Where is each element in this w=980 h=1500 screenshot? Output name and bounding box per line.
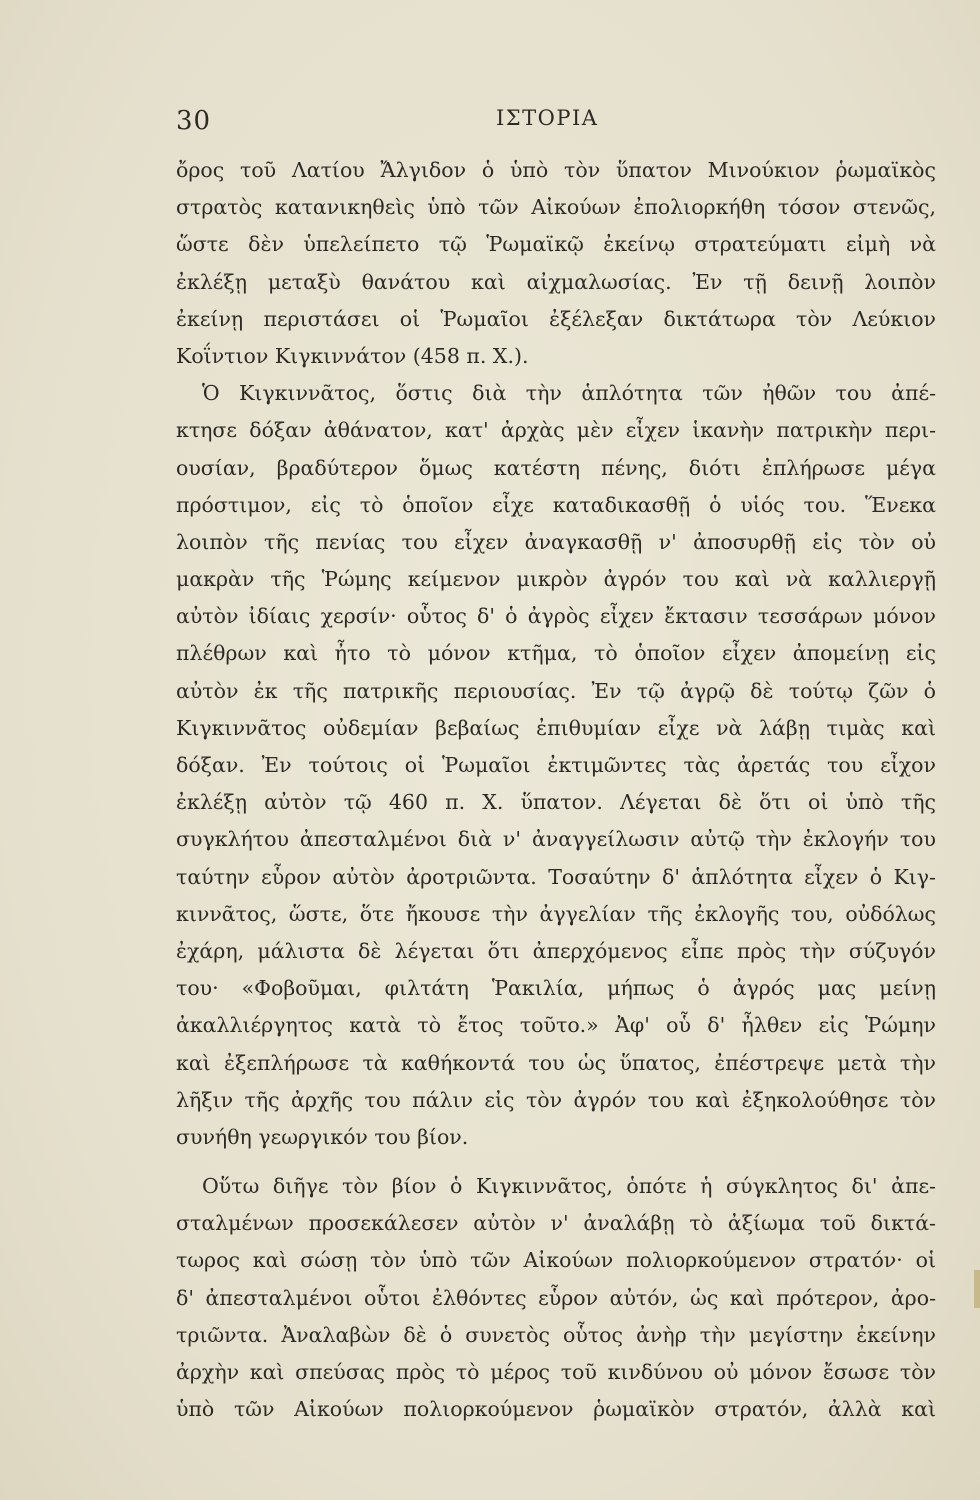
- page-number: 30: [176, 106, 212, 136]
- text-line: τριῶντα. Ἀναλαβὼν δὲ ὁ συνετὸς οὗτος ἀνὴρ τὴν μεγίστην ἐκείνην: [176, 1322, 936, 1347]
- text-line: ὥστε δὲν ὑπελείπετο τῷ Ῥωμαϊκῷ ἐκείνῳ στρατεύματι εἰμὴ νὰ: [176, 232, 936, 257]
- paragraph-3: [176, 1168, 936, 1428]
- text-line: στρατὸς κατανικηθεὶς ὑπὸ τῶν Αἰκούων ἐπολιορκήθη τόσον στενῶς,: [176, 195, 936, 220]
- text-line: δόξαν. Ἐν τούτοις οἱ Ῥωμαῖοι ἐκτιμῶντες τὰς ἀρετάς του εἶχον: [176, 753, 936, 777]
- text-line: πρόστιμον, εἰς τὸ ὁποῖον εἶχε καταδικασθῇ ὁ υἱός του. Ἕνεκα: [176, 492, 936, 517]
- text-line: συνήθη γεωργικόν του βίον.: [176, 1124, 469, 1149]
- text-line: Ὁ Κιγκιννᾶτος, ὅστις διὰ τὴν ἁπλότητα τῶν ἠθῶν του ἀπέ-: [202, 381, 936, 406]
- text-line: Κοΐντιον Κιγκιννάτον (458 π. Χ.).: [176, 343, 529, 368]
- text-line: ὄρος τοῦ Λατίου Ἄλγιδον ὁ ὑπὸ τὸν ὕπατον Μινούκιον ῥωμαϊκὸς: [176, 158, 936, 182]
- text-line: συγκλήτου ἀπεσταλμένοι διὰ ν' ἀναγγείλωσιν αὐτῷ τὴν ἐκλογήν του: [176, 827, 936, 852]
- paragraph-2: [176, 375, 936, 1156]
- text-line: σταλμένων προσεκάλεσεν αὐτὸν ν' ἀναλάβῃ τὸ ἀξίωμα τοῦ δικτά-: [176, 1211, 936, 1236]
- text-line: κιννᾶτος, ὥστε, ὅτε ἤκουσε τὴν ἀγγελίαν τῆς ἐκλογῆς του, οὐδόλως: [176, 901, 936, 926]
- text-line: καὶ ἐξεπλήρωσε τὰ καθήκοντά του ὡς ὕπατος, ἐπέστρεψε μετὰ τὴν: [176, 1050, 936, 1075]
- text-line: ουσίαν, βραδύτερον ὅμως κατέστη πένης, διότι ἐπλήρωσε μέγα: [176, 455, 936, 480]
- text-line: κτησε δόξαν ἀθάνατον, κατ' ἀρχὰς μὲν εἶχεν ἱκανὴν πατρικὴν περι-: [176, 418, 936, 443]
- text-line: του· «Φοβοῦμαι, φιλτάτη Ῥακιλία, μήπως ὁ ἀγρός μας μείνῃ: [176, 976, 936, 1001]
- text-line: Οὕτω διῆγε τὸν βίον ὁ Κιγκιννᾶτος, ὁπότε ἡ σύγκλητος δι' ἀπε-: [202, 1174, 936, 1199]
- text-line: αὐτὸν ἰδίαις χερσίν· οὗτος δ' ὁ ἀγρὸς εἶχεν ἔκτασιν τεσσάρων μόνον: [176, 604, 936, 629]
- text-line: ὑπὸ τῶν Αἰκούων πολιορκούμενον ῥωμαϊκὸν στρατόν, ἀλλὰ καὶ: [176, 1397, 936, 1422]
- text-line: αὐτὸν ἐκ τῆς πατρικῆς περιουσίας. Ἐν τῷ ἀγρῷ δὲ τούτῳ ζῶν ὁ: [176, 678, 936, 703]
- body-text: [176, 152, 936, 1428]
- page-header: [176, 98, 936, 138]
- paragraph-1: [176, 152, 936, 375]
- text-line: δ' ἀπεσταλμένοι οὗτοι ἐλθόντες εὗρον αὐτόν, ὡς καὶ πρότερον, ἀρο-: [176, 1285, 936, 1310]
- text-line: ἀκαλλιέργητος κατὰ τὸ ἔτος τοῦτο.» Ἀφ' οὗ δ' ἦλθεν εἰς Ῥώμην: [176, 1013, 936, 1038]
- text-line: ἐχάρη, μάλιστα δὲ λέγεται ὅτι ἀπερχόμενος εἶπε πρὸς τὴν σύζυγόν: [176, 938, 936, 963]
- text-line: μακρὰν τῆς Ῥώμης κείμενον μικρὸν ἀγρόν του καὶ νὰ καλλιεργῇ: [176, 567, 936, 592]
- text-line: ταύτην εὗρον αὐτὸν ἀροτριῶντα. Τοσαύτην δ' ἁπλότητα εἶχεν ὁ Κιγ-: [176, 864, 936, 889]
- paragraph-spacer: [176, 1156, 936, 1168]
- text-line: ἐκλέξῃ αὐτὸν τῷ 460 π. Χ. ὕπατον. Λέγεται δὲ ὅτι οἱ ὑπὸ τῆς: [176, 790, 936, 815]
- text-line: τωρος καὶ σώσῃ τὸν ὑπὸ τῶν Αἰκούων πολιορκούμενον στρατόν· οἱ: [176, 1248, 936, 1273]
- page-edge-tab: [974, 1270, 980, 1308]
- text-line: Κιγκιννᾶτος οὐδεμίαν βεβαίως ἐπιθυμίαν εἶχε νὰ λάβῃ τιμὰς καὶ: [176, 715, 936, 740]
- text-line: λοιπὸν τῆς πενίας του εἶχεν ἀναγκασθῇ ν' ἀποσυρθῇ εἰς τὸν οὐ: [176, 529, 936, 554]
- text-line: ἐκείνῃ περιστάσει οἱ Ῥωμαῖοι ἐξέλεξαν δικτάτωρα τὸν Λεύκιον: [176, 306, 936, 331]
- text-line: λῆξιν τῆς ἀρχῆς του πάλιν εἰς τὸν ἀγρόν του καὶ ἐξηκολούθησε τὸν: [176, 1087, 936, 1112]
- text-line: ἀρχὴν καὶ σπεύσας πρὸς τὸ μέρος τοῦ κινδύνου οὐ μόνον ἔσωσε τὸν: [176, 1360, 936, 1384]
- text-line: ἐκλέξῃ μεταξὺ θανάτου καὶ αἰχμαλωσίας. Ἐν τῇ δεινῇ λοιπὸν: [176, 269, 936, 294]
- text-line: πλέθρων καὶ ἦτο τὸ μόνον κτῆμα, τὸ ὁποῖον εἶχεν ἀπομείνῃ εἰς: [176, 641, 936, 666]
- running-title: ΙΣΤΟΡΙΑ: [496, 106, 599, 130]
